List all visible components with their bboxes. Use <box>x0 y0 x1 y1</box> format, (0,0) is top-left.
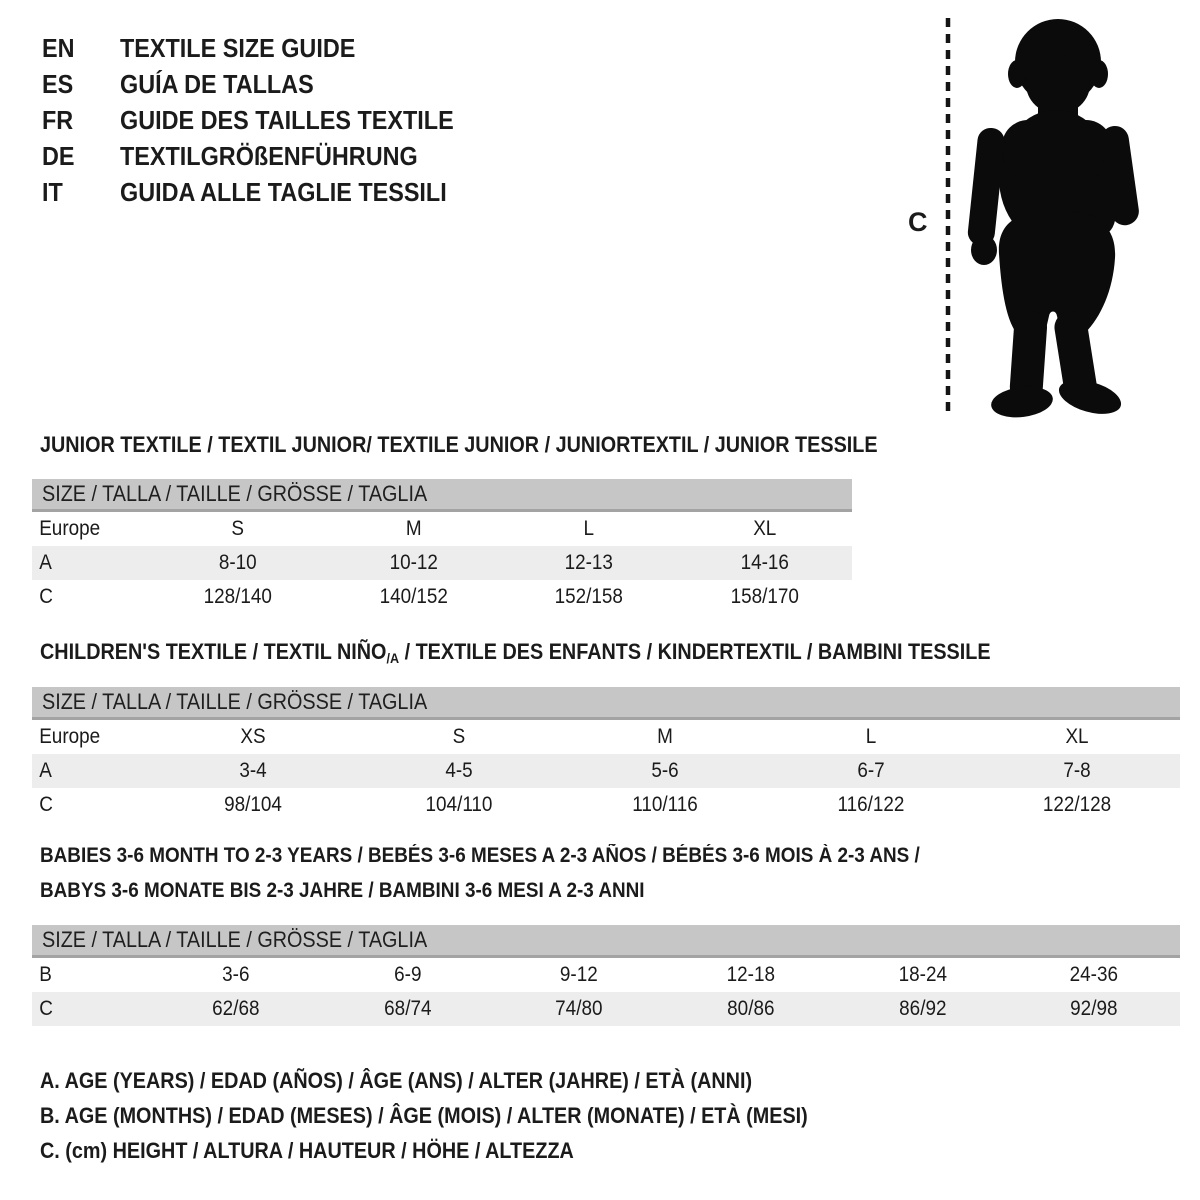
table-row-europe <box>32 720 1180 754</box>
size-cell: 7-8 <box>1063 759 1091 782</box>
table-row-age <box>32 546 852 580</box>
table-row-age-months <box>32 958 1180 992</box>
lang-row <box>42 66 491 102</box>
size-cell: 116/122 <box>837 793 905 816</box>
legend-line-age-years: A. AGE (YEARS) / EDAD (AÑOS) / ÂGE (ANS) / ALTER (JAHRE) / ETÀ (ANNI) <box>40 1068 753 1093</box>
children-section-title <box>40 639 991 666</box>
size-cell: 86/92 <box>898 997 947 1020</box>
size-cell: 98/104 <box>224 793 282 816</box>
row-label: Europe <box>39 725 101 748</box>
size-header-band <box>32 925 1180 958</box>
size-cell: 4-5 <box>445 759 473 782</box>
dimension-legend <box>40 1063 893 1168</box>
size-cell: 5-6 <box>651 759 679 782</box>
lang-code: ES <box>42 68 74 99</box>
size-cell: XL <box>1065 725 1089 748</box>
lang-code: FR <box>42 104 74 135</box>
children-title-prefix: CHILDREN'S TEXTILE / TEXTIL NIÑO <box>40 639 387 664</box>
size-cell: 68/74 <box>383 997 432 1020</box>
size-cell: 104/110 <box>425 793 493 816</box>
size-cell: S <box>452 725 466 748</box>
junior-size-table <box>32 479 852 614</box>
size-cell: 3-4 <box>239 759 267 782</box>
size-cell: 6-7 <box>857 759 885 782</box>
size-cell: 158/170 <box>730 585 799 608</box>
children-size-table <box>32 687 1180 822</box>
size-cell: 12-13 <box>564 551 613 574</box>
lang-title: TEXTILE SIZE GUIDE <box>120 32 356 63</box>
children-title-suffix: / TEXTILE DES ENFANTS / KINDERTEXTIL / BAMBINI TESSILE <box>399 639 991 664</box>
size-cell: 14-16 <box>740 551 789 574</box>
size-cell: M <box>657 725 673 748</box>
legend-line-height: C. (cm) HEIGHT / ALTURA / HAUTEUR / HÖHE / ALTEZZA <box>40 1138 574 1163</box>
height-dimension-line <box>944 16 952 418</box>
height-dimension-label: C <box>908 207 928 237</box>
row-label: C <box>39 793 53 816</box>
size-cell: XL <box>752 517 776 540</box>
lang-row <box>42 174 491 210</box>
row-label: C <box>39 997 53 1020</box>
size-cell: L <box>865 725 877 748</box>
size-cell: 12-18 <box>726 963 776 986</box>
lang-row <box>42 138 491 174</box>
size-cell: 110/116 <box>632 793 698 816</box>
size-cell: S <box>231 517 245 540</box>
lang-title: TEXTILGRÖßENFÜHRUNG <box>120 140 418 171</box>
size-cell: 140/152 <box>379 585 448 608</box>
size-cell: 92/98 <box>1070 997 1118 1020</box>
lang-title: GUIDE DES TAILLES TEXTILE <box>120 104 454 135</box>
size-cell: 8-10 <box>218 551 257 574</box>
lang-code: DE <box>42 140 75 171</box>
size-cell: 62/68 <box>212 997 260 1020</box>
table-row-age <box>32 754 1180 788</box>
row-label: B <box>39 963 52 986</box>
size-cell: 18-24 <box>898 963 947 986</box>
row-label: Europe <box>39 517 101 540</box>
babies-size-table <box>32 925 1180 1026</box>
size-cell: 128/140 <box>203 585 272 608</box>
row-label: C <box>39 585 53 608</box>
table-row-europe <box>32 512 852 546</box>
size-cell: 152/158 <box>554 585 623 608</box>
lang-title: GUIDA ALLE TAGLIE TESSILI <box>120 176 447 207</box>
table-row-height <box>32 788 1180 822</box>
babies-section-title <box>40 838 1018 908</box>
size-cell: 9-12 <box>560 963 599 986</box>
table-row-height <box>32 580 852 614</box>
size-header-band-label: SIZE / TALLA / TAILLE / GRÖSSE / TAGLIA <box>42 481 428 506</box>
size-header-band <box>32 479 852 512</box>
lang-code: IT <box>42 176 63 207</box>
size-cell: 6-9 <box>393 963 422 986</box>
size-cell: 122/128 <box>1042 793 1112 816</box>
size-header-band-label: SIZE / TALLA / TAILLE / GRÖSSE / TAGLIA <box>42 689 428 714</box>
size-cell: XS <box>240 725 266 748</box>
size-cell: 80/86 <box>727 997 775 1020</box>
lang-code: EN <box>42 32 75 63</box>
size-cell: 3-6 <box>222 963 250 986</box>
junior-section-title: JUNIOR TEXTILE / TEXTIL JUNIOR/ TEXTILE JUNIOR / JUNIORTEXTIL / JUNIOR TESSILE <box>40 432 878 457</box>
size-cell: 74/80 <box>555 997 603 1020</box>
babies-title-line1: BABIES 3-6 MONTH TO 2-3 YEARS / BEBÉS 3-6 MESES A 2-3 AÑOS / BÉBÉS 3-6 MOIS À 2-3 ANS / <box>40 844 920 867</box>
size-header-band-label: SIZE / TALLA / TAILLE / GRÖSSE / TAGLIA <box>42 927 428 952</box>
size-cell: 10-12 <box>389 551 438 574</box>
toddler-silhouette-icon <box>962 16 1147 422</box>
lang-row <box>42 30 491 66</box>
size-cell: 24-36 <box>1069 963 1119 986</box>
lang-row <box>42 102 491 138</box>
row-label: A <box>39 551 52 574</box>
table-row-height <box>32 992 1180 1026</box>
language-title-list <box>42 30 491 210</box>
lang-title: GUÍA DE TALLAS <box>120 68 314 99</box>
row-label: A <box>39 759 52 782</box>
size-cell: L <box>583 517 595 540</box>
size-cell: M <box>405 517 422 540</box>
babies-title-line2: BABYS 3-6 MONATE BIS 2-3 JAHRE / BAMBINI 3-6 MESI A 2-3 ANNI <box>40 879 645 902</box>
legend-line-age-months: B. AGE (MONTHS) / EDAD (MESES) / ÂGE (MOIS) / ALTER (MONATE) / ETÀ (MESI) <box>40 1103 808 1128</box>
size-header-band <box>32 687 1180 720</box>
children-title-sub: /A <box>386 650 400 666</box>
